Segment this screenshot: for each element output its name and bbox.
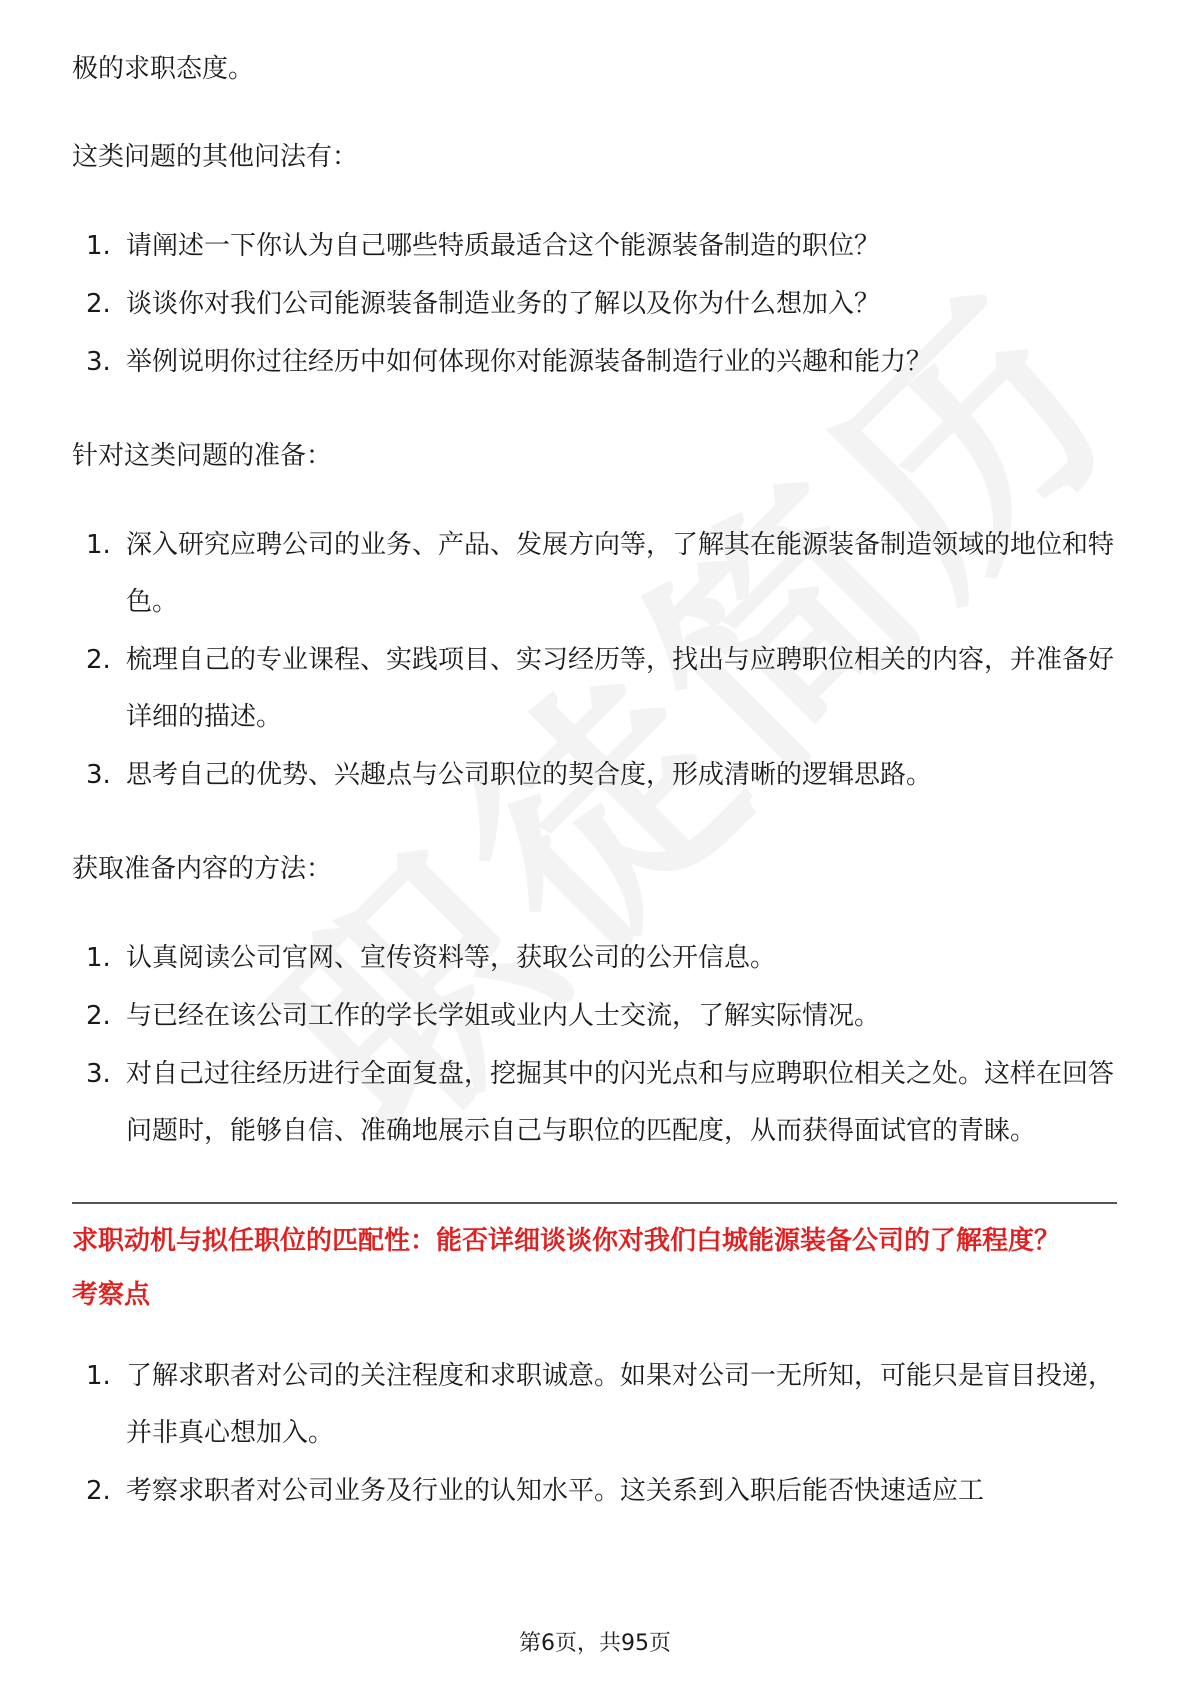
list-item: [72, 930, 1117, 987]
list-item: [72, 334, 1117, 391]
list-item: [72, 1348, 1117, 1462]
list-number: 2.: [86, 1476, 111, 1506]
list-item: [72, 276, 1117, 333]
preparation-heading: 针对这类问题的准备：: [72, 441, 333, 471]
list-number: 2.: [86, 645, 111, 675]
other-questions-list: [72, 218, 1117, 391]
list-item-text: 思考自己的优势、兴趣点与公司职位的契合度，形成清晰的逻辑思路。: [126, 760, 933, 790]
question-title: 求职动机与拟任职位的匹配性：能否详细谈谈你对我们白城能源装备公司的了解程度？: [72, 1226, 1061, 1256]
list-item: [72, 218, 1117, 275]
list-number: 3.: [86, 1059, 111, 1089]
preparation-list: [72, 517, 1117, 804]
page-footer: 第6页，共95页: [519, 1631, 671, 1656]
list-item: [72, 988, 1117, 1045]
list-item: [72, 632, 1117, 746]
list-item: [72, 1046, 1117, 1160]
other-questions-heading: 这类问题的其他问法有：: [72, 142, 359, 172]
list-item: [72, 1463, 1117, 1520]
list-item-text: 梳理自己的专业课程、实践项目、实习经历等，找出与应聘职位相关的内容，并准备好详细的描述。: [126, 645, 1115, 732]
list-item: [72, 517, 1117, 631]
list-number: 2.: [86, 289, 111, 319]
methods-list: [72, 930, 1117, 1160]
list-item-text: 了解求职者对公司的关注程度和求职诚意。如果对公司一无所知，可能只是盲目投递，并非真心想加入。: [126, 1361, 1115, 1448]
assessment-points-list: [72, 1348, 1117, 1520]
list-number: 3.: [86, 347, 111, 377]
assessment-points-heading: 考察点: [72, 1280, 151, 1310]
list-number: 3.: [86, 760, 111, 790]
list-number: 1.: [86, 231, 111, 261]
section-divider: [72, 1202, 1117, 1204]
list-item-text: 对自己过往经历进行全面复盘，挖掘其中的闪光点和与应聘职位相关之处。这样在回答问题时，能够自信、准确地展示自己与职位的匹配度，从而获得面试官的青睐。: [126, 1059, 1115, 1146]
list-item-text: 与已经在该公司工作的学长学姐或业内人士交流，了解实际情况。: [126, 1001, 881, 1031]
list-number: 1.: [86, 943, 111, 973]
page-content: [72, 46, 1117, 1562]
list-item: [72, 747, 1117, 804]
list-number: 2.: [86, 1001, 111, 1031]
list-item-text: 认真阅读公司官网、宣传资料等，获取公司的公开信息。: [126, 943, 777, 973]
list-number: 1.: [86, 530, 111, 560]
list-item-text: 举例说明你过往经历中如何体现你对能源装备制造行业的兴趣和能力？: [126, 347, 933, 377]
list-item-text: 深入研究应聘公司的业务、产品、发展方向等，了解其在能源装备制造领域的地位和特色。: [126, 530, 1115, 617]
list-number: 1.: [86, 1361, 111, 1391]
list-item-text: 考察求职者对公司业务及行业的认知水平。这关系到入职后能否快速适应工: [126, 1476, 985, 1506]
list-item-text: 谈谈你对我们公司能源装备制造业务的了解以及你为什么想加入？: [126, 289, 881, 319]
methods-heading: 获取准备内容的方法：: [72, 854, 333, 884]
list-item-text: 请阐述一下你认为自己哪些特质最适合这个能源装备制造的职位？: [126, 231, 881, 261]
intro-tail-line: 极的求职态度。: [72, 54, 255, 84]
